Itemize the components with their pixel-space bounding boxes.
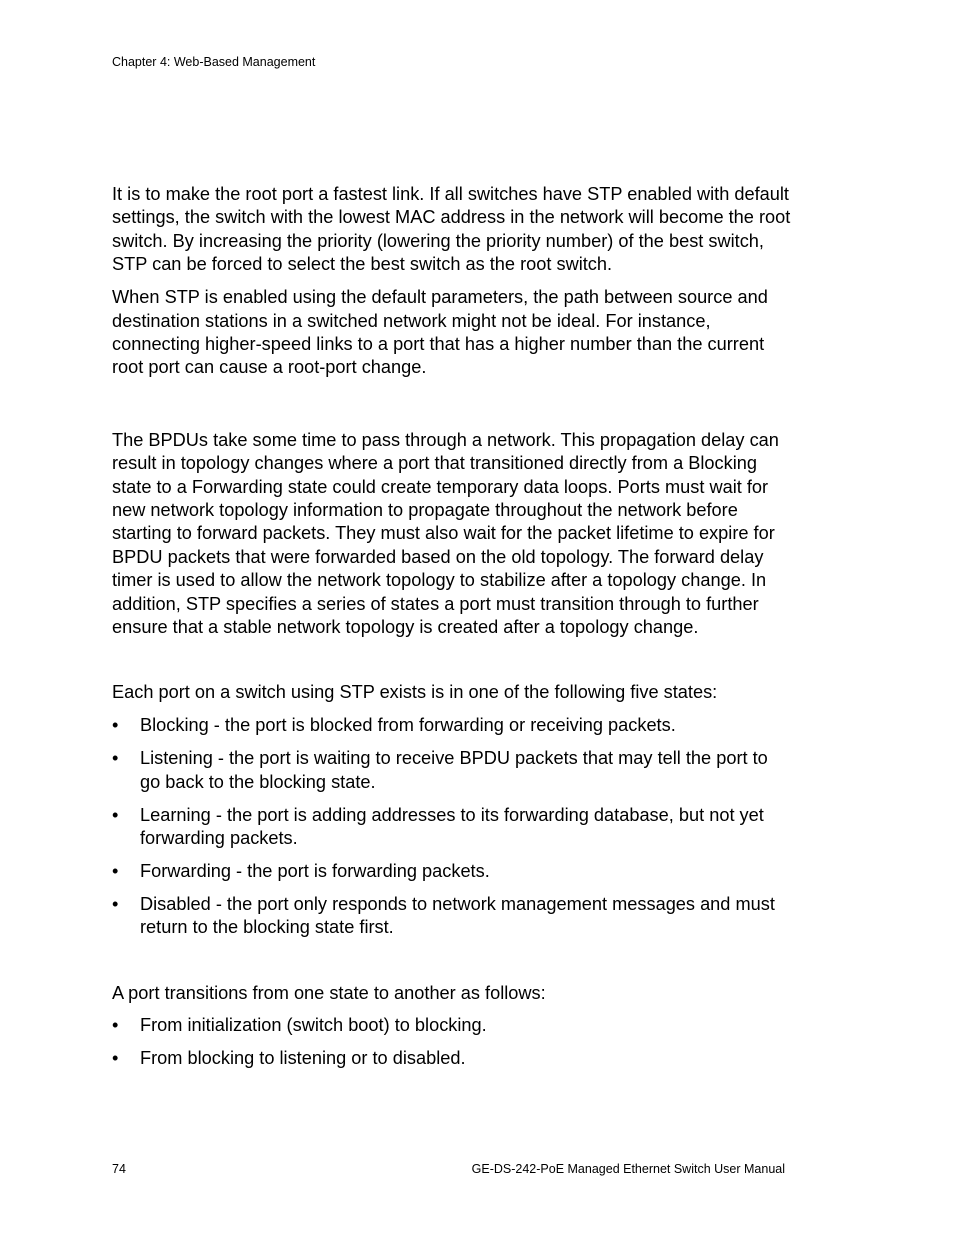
list-item-disabled <box>112 893 792 940</box>
chapter-header: Chapter 4: Web-Based Management <box>112 55 316 69</box>
bullet-glyph: • <box>112 1015 119 1036</box>
list-item-forwarding <box>112 860 792 883</box>
bullet-glyph: • <box>112 860 119 881</box>
bullet-glyph: • <box>112 804 119 825</box>
list-item-blocking <box>112 714 792 737</box>
list-item-learning <box>112 804 792 851</box>
list-item-text: Listening - the port is waiting to receive BPDU packets that may tell the port to go back to the blocking state. <box>140 748 768 792</box>
list-item-text: Blocking - the port is blocked from forwarding or receiving packets. <box>140 715 676 736</box>
manual-title: GE-DS-242-PoE Managed Ethernet Switch User Manual <box>471 1162 785 1176</box>
page-number: 74 <box>112 1162 126 1176</box>
paragraph-port-states-intro: Each port on a switch using STP exists is in one of the following five states: <box>112 682 718 703</box>
list-item-text: From blocking to listening or to disabled. <box>140 1048 466 1069</box>
bullet-glyph: • <box>112 1048 119 1069</box>
port-states-list <box>112 714 792 939</box>
list-item-text: Disabled - the port only responds to network management messages and must return to the blocking state first. <box>140 893 775 938</box>
list-item-init-to-blocking <box>112 1014 792 1037</box>
list-item-text: Forwarding - the port is forwarding packets. <box>140 860 490 881</box>
paragraph-stp-path: When STP is enabled using the default parameters, the path between source and destination stations in a switched network might not be ideal. For instance, connecting higher-speed links to a port that has a higher number than the current root port can cause a root-port change. <box>112 287 768 378</box>
list-item-blocking-to-listening <box>112 1047 792 1070</box>
paragraph-transitions-intro: A port transitions from one state to another as follows: <box>112 982 546 1003</box>
bullet-glyph: • <box>112 715 119 736</box>
bullet-glyph: • <box>112 748 119 769</box>
list-item-text: From initialization (switch boot) to blocking. <box>140 1015 487 1036</box>
bullet-glyph: • <box>112 893 119 914</box>
list-item-listening <box>112 747 792 794</box>
paragraph-bpdu-delay: The BPDUs take some time to pass through a network. This propagation delay can result in topology changes where a port that transitioned directly from a Blocking state to a Forwarding state could create temporary data loops. Ports must wait for new network topology information to propagate throughout the network before starting to forward packets. They must also wait for the packet lifetime to expire for BPDU packets that were forwarded based on the old topology. The forward delay timer is used to allow the network topology to stabilize after a topology change. In addition, STP specifies a series of states a port must transition through to further ensure that a stable network topology is created after a topology change. <box>112 429 779 637</box>
transitions-list <box>112 1014 792 1070</box>
list-item-text: Learning - the port is adding addresses to its forwarding database, but not yet forwarding packets. <box>140 804 764 848</box>
page-content <box>112 183 792 1071</box>
paragraph-root-port: It is to make the root port a fastest link. If all switches have STP enabled with default settings, the switch with the lowest MAC address in the network will become the root switch. By increasing the priority (lowering the priority number) of the best switch, STP can be forced to select the best switch as the root switch. <box>112 184 791 275</box>
